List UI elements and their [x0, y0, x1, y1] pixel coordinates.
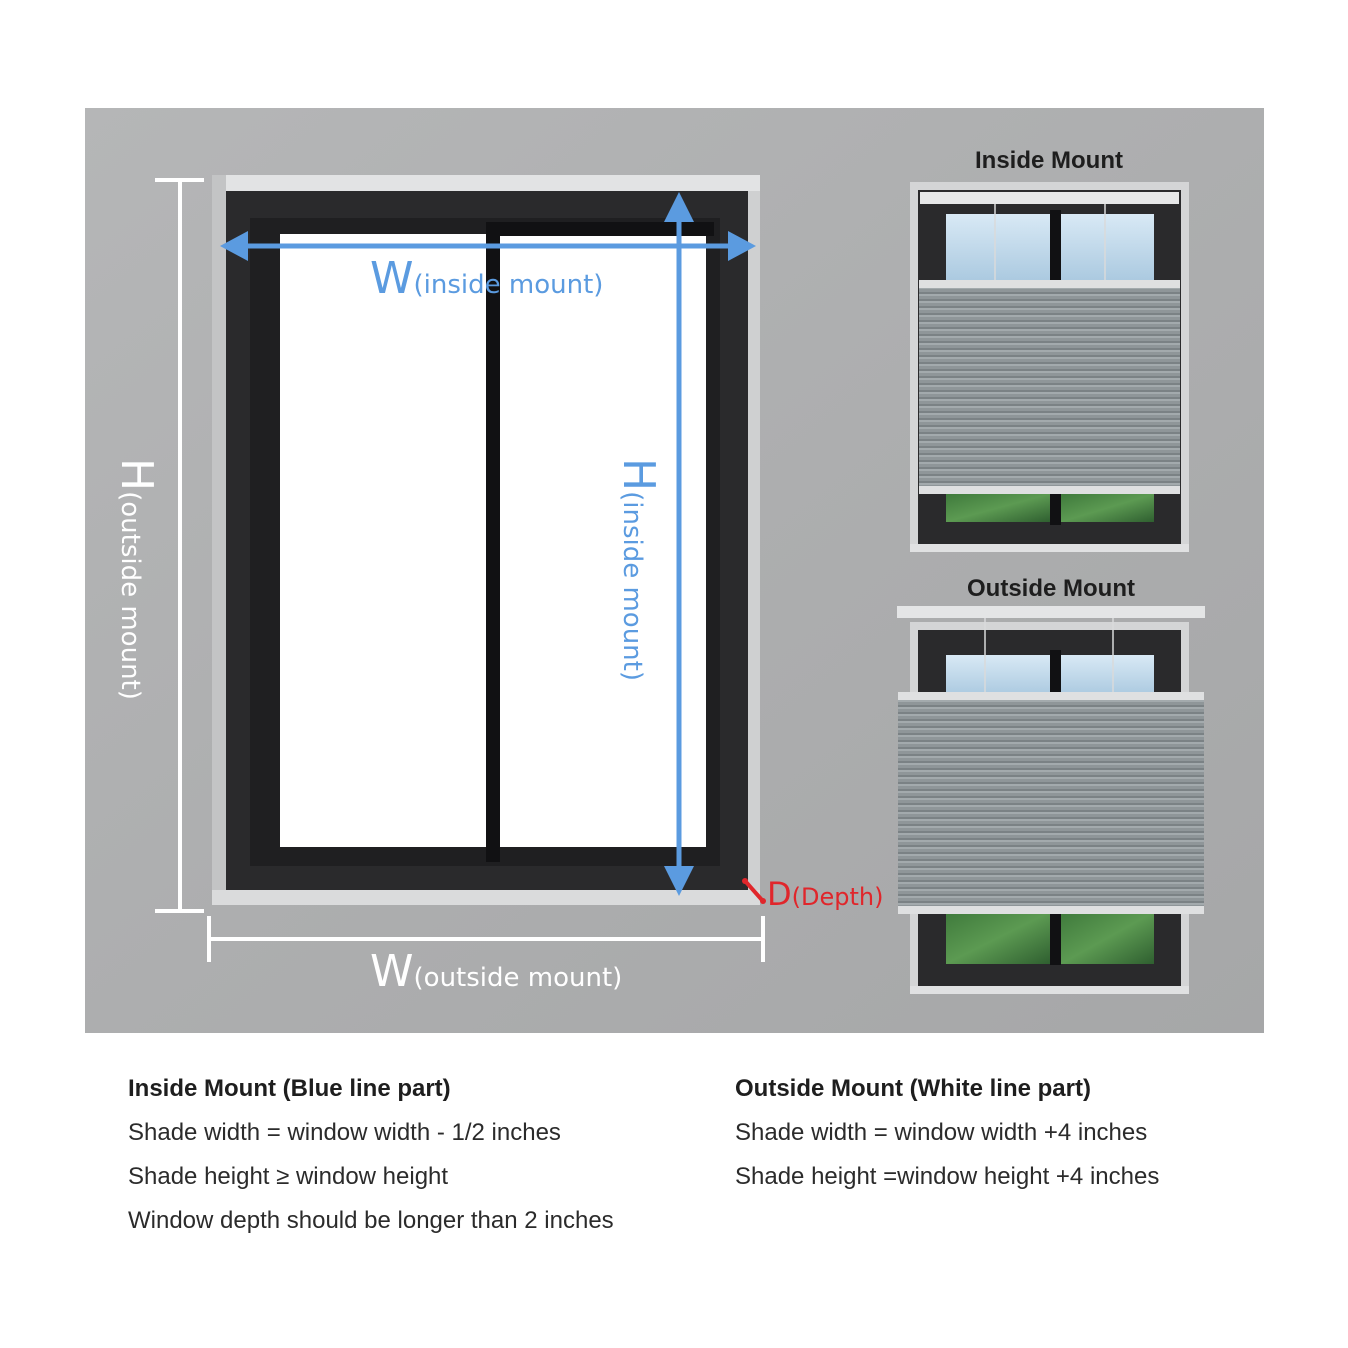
inside-sky-left — [946, 214, 1050, 284]
outside-shade-fabric — [898, 700, 1204, 906]
outside-note-height: Shade height =window height +4 inches — [735, 1163, 1160, 1190]
inside-mount-title: Inside Mount — [975, 147, 1123, 174]
outside-lawn-right — [1061, 912, 1154, 964]
right-glass-pane — [500, 236, 706, 847]
outside-sky-left — [946, 655, 1050, 697]
inside-shade-bottomrail — [919, 486, 1180, 494]
label-w-inside: W(inside mount) — [370, 253, 604, 304]
label-h-outside: H(outside mount) — [111, 458, 162, 700]
inside-note-width: Shade width = window width - 1/2 inches — [128, 1119, 561, 1146]
outside-note-width: Shade width = window width +4 inches — [735, 1119, 1148, 1146]
outside-shade-bottomrail — [898, 906, 1204, 914]
left-glass-pane — [280, 234, 486, 847]
label-h-inside: H(inside mount) — [613, 458, 664, 682]
inside-mount-example — [910, 182, 1189, 552]
outside-sky-right — [1061, 655, 1154, 697]
inside-sky-right — [1061, 214, 1154, 284]
inside-lawn-left — [946, 494, 1050, 522]
outside-mount-title: Outside Mount — [967, 575, 1135, 602]
inside-lawn-right — [1061, 494, 1154, 522]
inside-shade-fabric — [919, 288, 1180, 486]
outside-notes-heading: Outside Mount (White line part) — [735, 1075, 1091, 1102]
label-w-outside: W(outside mount) — [370, 946, 623, 997]
outside-shade-headrail — [897, 606, 1205, 618]
inside-notes-heading: Inside Mount (Blue line part) — [128, 1075, 451, 1102]
inside-note-depth: Window depth should be longer than 2 inches — [128, 1207, 614, 1234]
label-depth: D(Depth) — [767, 875, 884, 913]
inside-note-height: Shade height ≥ window height — [128, 1163, 449, 1190]
inside-shade-headrail — [919, 280, 1180, 288]
outside-mount-example — [897, 606, 1205, 994]
outside-lawn-left — [946, 912, 1050, 964]
